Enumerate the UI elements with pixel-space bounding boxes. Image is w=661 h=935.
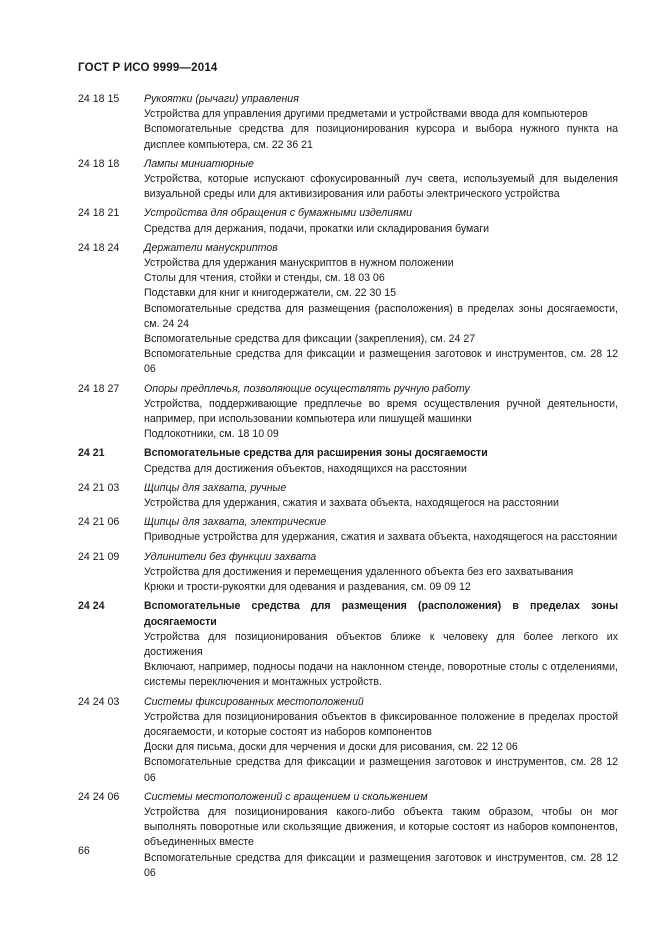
entry-code: 24 18 18 [78, 157, 120, 170]
entry-code: 24 24 06 [78, 790, 120, 803]
entry-body [144, 446, 618, 476]
classification-entry [78, 695, 618, 786]
entry-title: Системы фиксированных местоположений [144, 695, 364, 708]
entry-body [144, 790, 618, 881]
entry-title: Вспомогательные средства для расширения зоны досягаемости [144, 447, 488, 460]
entry-title: Лампы миниатюрные [144, 157, 254, 170]
entry-title: Держатели манускриптов [144, 241, 278, 254]
entry-description: Вспомогательные средства для фиксации и размещения заготовок и инструментов, см. 28 12 06 [144, 348, 618, 376]
entry-title: Системы местоположений с вращением и скольжением [144, 790, 428, 803]
entry-title: Рукоятки (рычаги) управления [144, 93, 299, 105]
classification-entry [78, 382, 618, 443]
entry-description: Устройства, поддерживающие предплечье во время осуществления ручной деятельности, например, при использовании компьютера или пишущей машинки [144, 397, 618, 426]
entry-code: 24 24 03 [78, 695, 120, 708]
classification-entry [78, 157, 618, 203]
entry-body [144, 92, 618, 153]
classification-entry [78, 206, 618, 236]
entry-description: Вспомогательные средства для позиционирования курсора и выбора нужного пункта на дисплее компьютера, см. 22 36 21 [144, 123, 618, 151]
entry-description: Подставки для книг и книгодержатели, см. 22 30 15 [144, 287, 396, 300]
entry-code: 24 21 03 [78, 481, 120, 494]
entry-description: Устройства для позиционирования какого-либо объекта таким образом, чтобы он мог выполнять поворотные или скользящие движения, и которые состоят из наборов компонентов, объединенных вместе [144, 805, 618, 849]
entry-description: Устройства для управления другими предметами и устройствами ввода для компьютеров [144, 108, 588, 121]
entry-description: Приводные устройства для удержания, сжатия и захвата объекта, находящегося на расстоянии [144, 531, 618, 544]
entry-title: Опоры предплечья, позволяющие осуществлять ручную работу [144, 382, 470, 395]
classification-entry [78, 92, 618, 153]
entry-description: Столы для чтения, стойки и стенды, см. 18 03 06 [144, 272, 385, 285]
entry-description: Устройства для позиционирования объектов ближе к человеку для более легкого их достижения [144, 630, 618, 658]
document-header: ГОСТ Р ИСО 9999—2014 [78, 62, 218, 74]
classification-entry [78, 599, 618, 690]
entry-body [144, 599, 618, 690]
entry-code: 24 18 24 [78, 241, 120, 254]
entry-description: Вспомогательные средства для фиксации (закрепления), см. 24 27 [144, 333, 476, 346]
entry-code: 24 18 15 [78, 93, 120, 105]
entry-title: Щипцы для захвата, ручные [144, 481, 287, 494]
entry-body [144, 157, 618, 203]
entry-body [144, 515, 618, 545]
entry-code: 24 18 27 [78, 382, 120, 395]
classification-entry [78, 446, 618, 476]
entry-body [144, 241, 618, 378]
entry-title: Вспомогательные средства для размещения (расположения) в пределах зоны досягаемости [144, 600, 618, 628]
classification-entry [78, 790, 618, 881]
entry-description: Доски для письма, доски для черчения и доски для рисования, см. 22 12 06 [144, 741, 518, 754]
entry-title: Щипцы для захвата, электрические [144, 516, 327, 529]
entry-code: 24 24 [78, 600, 105, 613]
page-number: 66 [78, 845, 90, 857]
entry-description: Устройства для удержания манускриптов в нужном положении [144, 257, 454, 270]
entry-description: Устройства, которые испускают сфокусированный луч света, используемый для выделения визуальной среды или для активизирования или работы электрического устройства [144, 173, 618, 201]
entry-code: 24 21 09 [78, 550, 120, 563]
entry-code: 24 21 [78, 447, 105, 460]
entry-body [144, 695, 618, 786]
classification-entry [78, 550, 618, 596]
entry-code: 24 21 06 [78, 516, 120, 529]
classification-list [78, 92, 618, 885]
entry-description: Подлокотники, см. 18 10 09 [144, 428, 279, 441]
classification-entry [78, 515, 618, 545]
entry-title: Устройства для обращения с бумажными изделиями [144, 207, 412, 220]
entry-body [144, 382, 618, 443]
entry-description: Крюки и трости-рукоятки для одевания и раздевания, см. 09 09 12 [144, 581, 471, 594]
entry-description: Устройства для достижения и перемещения удаленного объекта без его захватывания [144, 565, 574, 578]
entry-description: Вспомогательные средства для фиксации и размещения заготовок и инструментов, см. 28 12 06 [144, 756, 618, 784]
classification-entry [78, 481, 618, 511]
entry-description: Средства для достижения объектов, находящихся на расстоянии [144, 462, 467, 475]
classification-entry [78, 241, 618, 378]
entry-description: Устройства для удержания, сжатия и захвата объекта, находящегося на расстоянии [144, 497, 559, 510]
entry-description: Средства для держания, подачи, прокатки или складирования бумаги [144, 222, 489, 235]
entry-code: 24 18 21 [78, 207, 120, 220]
entry-body [144, 481, 618, 511]
entry-title: Удлинители без функции захвата [144, 550, 317, 563]
entry-description: Устройства для позиционирования объектов в фиксированное положение в пределах простой досягаемости, и которые состоят из наборов компонентов [144, 710, 618, 738]
entry-body [144, 206, 618, 236]
entry-description: Вспомогательные средства для фиксации и размещения заготовок и инструментов, см. 28 12 06 [144, 851, 618, 879]
entry-description: Включают, например, подносы подачи на наклонном стенде, поворотные столы с отделениями, системы переключения и монтажных устройств. [144, 661, 618, 689]
entry-body [144, 550, 618, 596]
entry-description: Вспомогательные средства для размещения (расположения) в пределах зоны досягаемости, см. 24 24 [144, 302, 618, 330]
